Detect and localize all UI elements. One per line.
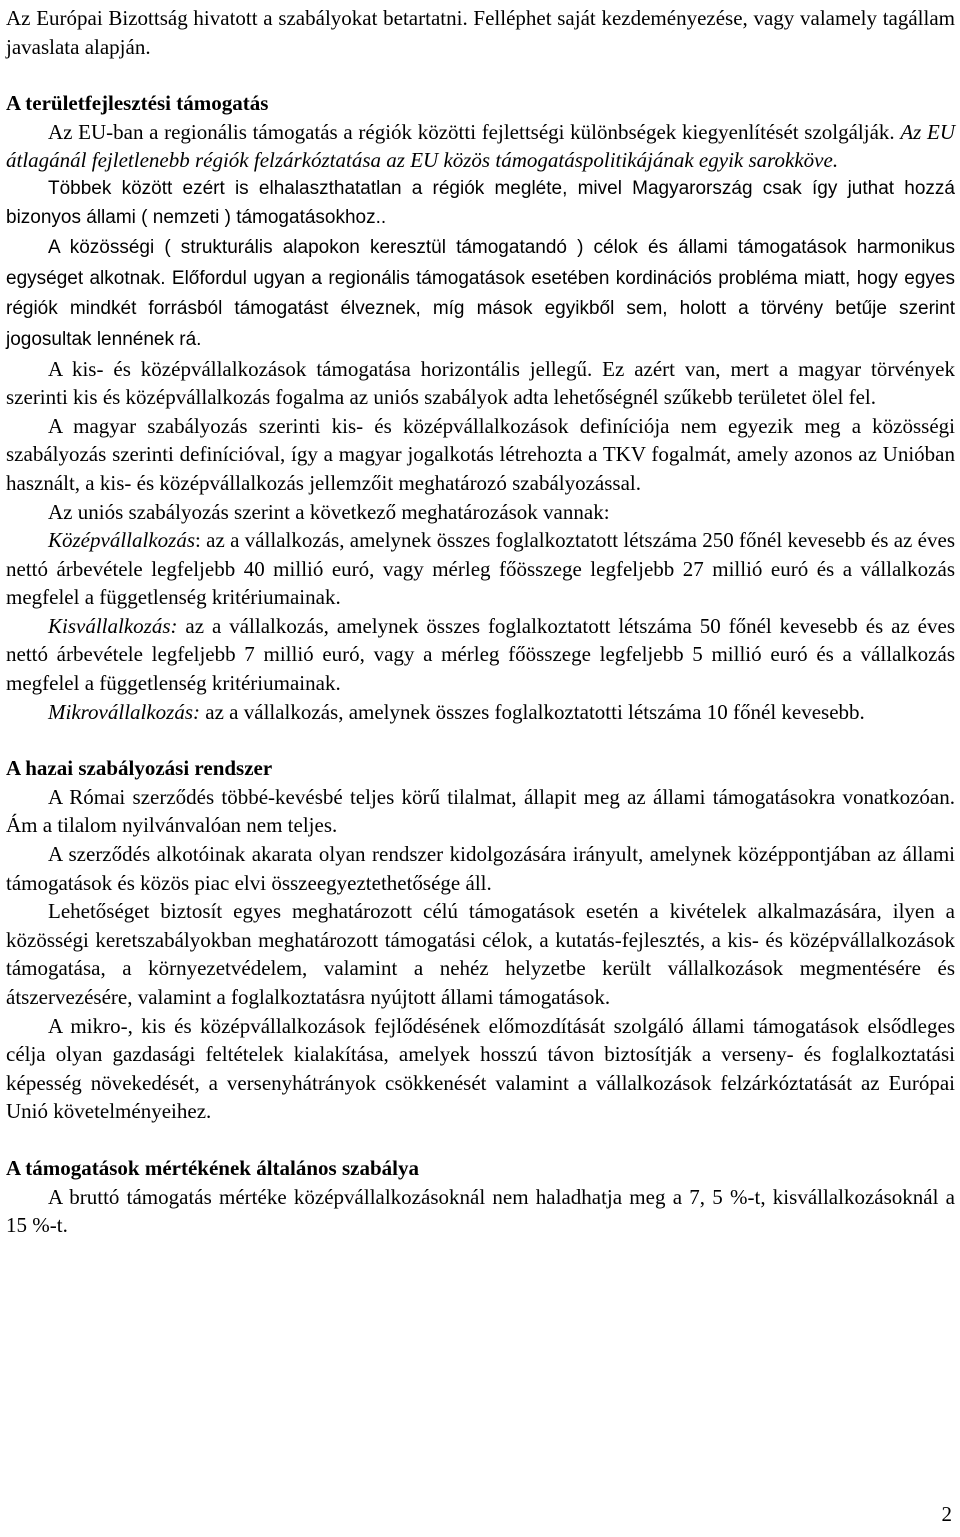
spacer [6,61,955,89]
regional-paragraph-2: Többek között ezért is elhalaszthatatlan a régiók megléte, mivel Magyarország csak így juthat hozzá bizonyos állami ( nemzeti ) támogatásokhoz.. [6,177,955,228]
section-title-regional: A területfejlesztési támogatás [6,91,269,116]
spacer [6,726,955,754]
definition-medium-text: : az a vállalkozás, amelynek összes foglalkoztatott létszáma 250 főnél kevesebb és az éves nettó árbevétele legfeljebb 40 millió euró, vagy mérleg főösszege legfeljebb 27 millió euró és a vállalkozás megfelel a függetlenség kritériumainak. [6,528,955,610]
regional-p1-text: Az EU-ban a regionális támogatás a régiók közötti fejlettségi különbségek kiegyenlítését szolgálják. [48,119,901,144]
regional-paragraph-6: Az uniós szabályozás szerint a következő meghatározások vannak: [48,499,610,524]
domestic-paragraph-3: Lehetőséget biztosít egyes meghatározott célú támogatások esetén a kivételek alkalmazására, ilyen a közösségi keretszabályokban meghatározott támogatási célok, a kutatás-fejlesztés, a kis- és középvállalkozások támogatása, a környezetvédelem, valamint a nehéz helyzetbe került vállalkozások megmentésére és átszervezésére, valamint a foglalkoztatásra nyújtott állami támogatások. [6,899,955,1009]
definition-micro-term: Mikrovállalkozás: [48,699,201,724]
domestic-paragraph-4: A mikro-, kis és középvállalkozások fejlődésének előmozdítását szolgáló állami támogatások elsődleges célja olyan gazdasági feltételek kialakítása, amelyek hosszú távon biztosítják a verseny- és foglalkoztatási képesség növekedését, a versenyhátrányok csökkenését valamint a vállalkozások felzárkóztatását az Európai Unió követelményeihez. [6,1013,955,1124]
document-page [6,4,955,1240]
intro-text: Az Európai Bizottság hivatott a szabályokat betartatni. Felléphet saját kezdeményezése, vagy valamely tagállam javaslata alapján. [6,6,955,59]
definition-small-term: Kisvállalkozás: [48,613,178,638]
definition-micro [6,698,955,727]
section-title-rule: A támogatások mértékének általános szabálya [6,1155,419,1180]
definition-medium [6,526,955,612]
definition-micro-text: az a vállalkozás, amelynek összes foglalkoztatotti létszáma 10 főnél kevesebb. [200,699,865,724]
regional-paragraph-1 [6,118,955,175]
regional-paragraph-4: A kis- és középvállalkozások támogatása horizontális jellegű. Ez azért van, mert a magyar törvények szerinti kis és középvállalkozás fogalma az uniós szabályok adta lehetőségnél szűkebb területet ölel fel. [6,356,955,410]
definition-small [6,612,955,698]
domestic-paragraph-2: A szerződés alkotóinak akarata olyan rendszer kidolgozására irányult, amelynek középpontjában az állami támogatások és közös piac elvi összeegyeztethetősége áll. [6,842,955,895]
domestic-paragraph-1: A Római szerződés többé-kevésbé teljes körű tilalmat, állapit meg az állami támogatásokra vonatkozóan. Ám a tilalom nyilvánvalóan nem teljes. [6,784,955,838]
page-number: 2 [941,1502,952,1526]
spacer [6,1126,955,1154]
regional-p1-italic: Az EU átlagánál fejletlenebb régiók felzárkóztatása az EU közös támogatáspolitikájának egyik sarokköve. [6,119,955,173]
section-title-domestic: A hazai szabályozási rendszer [6,756,273,781]
regional-paragraph-3 [6,232,955,354]
definition-small-text: az a vállalkozás, amelynek összes foglalkoztatott létszáma 50 főnél kevesebb és az éves nettó árbevétele legfeljebb 7 millió euró, vagy a mérleg főösszege legfeljebb 5 millió euró és a vállalkozás megfelel a függetlenség kritériumainak. [6,613,955,696]
regional-p3-text: A közösségi ( strukturális alapokon keresztül támogatandó ) célok és állami támogatások harmonikus egységet alkotnak. Előfordul ugyan a regionális támogatások esetében kordinációs probléma miatt, hogy egyes régiók mindkét forrásból támogatást élveznek, míg mások egyikből sem, holott a törvény betűje szerint jogosultak lennének rá. [6,237,955,350]
intro-paragraph [6,4,955,61]
definition-medium-term: Középvállalkozás [48,528,195,553]
rule-paragraph-1: A bruttó támogatás mértéke középvállalkozásoknál nem haladhatja meg a 7, 5 %-t, kisvállalkozásoknál a 15 %-t. [6,1184,955,1238]
regional-paragraph-5: A magyar szabályozás szerinti kis- és középvállalkozások definíciója nem egyezik meg a közösségi szabályozás szerinti definícióval, így a magyar jogalkotás létrehozta a TKV fogalmát, amely azonos az Unióban használt, a kis- és középvállalkozás jellemzőit meghatározó szabályozással. [6,413,955,495]
